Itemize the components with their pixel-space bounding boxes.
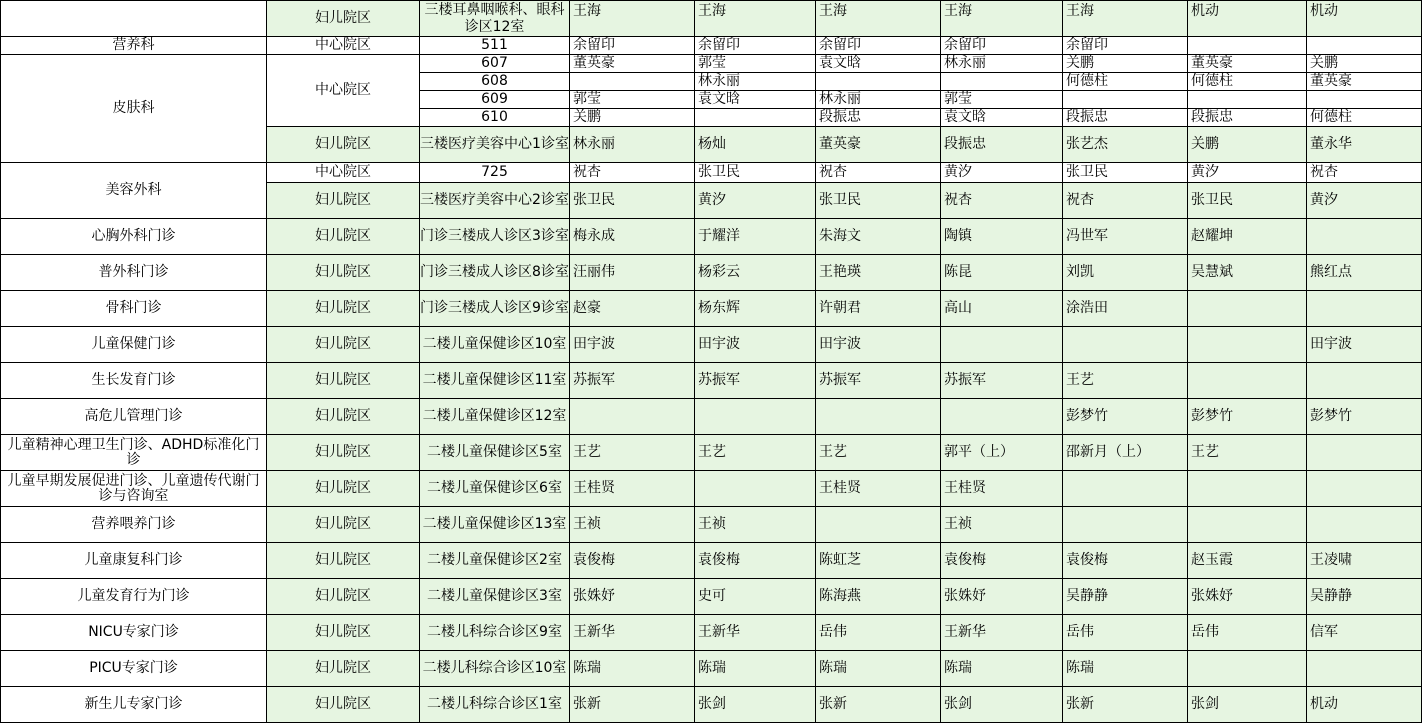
doctor-cell[interactable]: 王祯 — [570, 507, 695, 543]
room-cell[interactable]: 二楼儿童保健诊区11室 — [420, 363, 570, 399]
doctor-cell[interactable]: 董英豪 — [816, 127, 941, 163]
doctor-cell[interactable]: 何德柱 — [1188, 73, 1307, 91]
doctor-cell[interactable] — [1307, 471, 1422, 507]
campus-cell[interactable]: 妇儿院区 — [267, 399, 420, 435]
doctor-cell[interactable]: 熊红点 — [1307, 255, 1422, 291]
room-cell[interactable]: 三楼医疗美容中心1诊室 — [420, 127, 570, 163]
doctor-cell[interactable]: 张卫民 — [695, 163, 816, 183]
room-cell[interactable]: 610 — [420, 109, 570, 127]
table-row — [1, 163, 1422, 183]
doctor-cell[interactable]: 刘凯 — [1063, 255, 1188, 291]
room-cell[interactable]: 二楼儿童保健诊区12室 — [420, 399, 570, 435]
doctor-cell[interactable] — [695, 471, 816, 507]
doctor-cell[interactable]: 王凌啸 — [1307, 543, 1422, 579]
campus-cell[interactable]: 妇儿院区 — [267, 651, 420, 687]
room-cell[interactable]: 二楼儿科综合诊区1室 — [420, 687, 570, 723]
doctor-cell[interactable]: 王艺 — [695, 435, 816, 471]
doctor-cell[interactable] — [1188, 471, 1307, 507]
doctor-cell[interactable]: 袁俊梅 — [941, 543, 1063, 579]
table-row — [1, 1, 1422, 37]
dept-cell[interactable]: 骨科门诊 — [1, 291, 267, 327]
table-row — [1, 363, 1422, 399]
doctor-cell[interactable]: 关鹏 — [570, 109, 695, 127]
doctor-cell[interactable]: 袁文晗 — [695, 91, 816, 109]
doctor-cell[interactable]: 袁俊梅 — [570, 543, 695, 579]
doctor-cell[interactable] — [1307, 435, 1422, 471]
doctor-cell[interactable]: 苏振军 — [695, 363, 816, 399]
doctor-cell[interactable]: 梅永成 — [570, 219, 695, 255]
table-row — [1, 651, 1422, 687]
doctor-cell[interactable]: 陈瑞 — [941, 651, 1063, 687]
room-cell[interactable]: 门诊三楼成人诊区9诊室 — [420, 291, 570, 327]
doctor-cell[interactable]: 机动 — [1307, 1, 1422, 37]
room-cell[interactable]: 二楼儿科综合诊区10室 — [420, 651, 570, 687]
table-row — [1, 219, 1422, 255]
doctor-cell[interactable]: 张剑 — [941, 687, 1063, 723]
doctor-cell[interactable]: 郭莹 — [941, 91, 1063, 109]
doctor-cell[interactable]: 陈瑞 — [695, 651, 816, 687]
doctor-cell[interactable]: 王海 — [1063, 1, 1188, 37]
doctor-cell[interactable]: 机动 — [1188, 1, 1307, 37]
doctor-cell[interactable]: 黄汐 — [695, 183, 816, 219]
doctor-cell[interactable]: 张姝妤 — [1188, 579, 1307, 615]
doctor-cell[interactable]: 祝杏 — [941, 183, 1063, 219]
doctor-cell[interactable]: 陈瑞 — [570, 651, 695, 687]
doctor-cell[interactable]: 张剑 — [695, 687, 816, 723]
doctor-cell[interactable] — [941, 73, 1063, 91]
campus-cell[interactable]: 妇儿院区 — [267, 1, 420, 37]
doctor-cell[interactable]: 张新 — [816, 687, 941, 723]
doctor-cell[interactable]: 何德柱 — [1307, 109, 1422, 127]
table-row — [1, 579, 1422, 615]
doctor-cell[interactable]: 赵耀坤 — [1188, 219, 1307, 255]
doctor-cell[interactable]: 史可 — [695, 579, 816, 615]
dept-cell[interactable]: 儿童早期发展促进门诊、儿童遗传代谢门诊与咨询室 — [1, 471, 267, 507]
campus-cell[interactable]: 中心院区 — [267, 37, 420, 55]
doctor-cell[interactable]: 苏振军 — [570, 363, 695, 399]
doctor-cell[interactable]: 袁俊梅 — [1063, 543, 1188, 579]
doctor-cell[interactable]: 祝杏 — [816, 163, 941, 183]
doctor-cell[interactable]: 王艺 — [1188, 435, 1307, 471]
doctor-cell[interactable]: 王海 — [941, 1, 1063, 37]
room-cell[interactable]: 二楼儿童保健诊区3室 — [420, 579, 570, 615]
doctor-cell[interactable]: 田宇波 — [695, 327, 816, 363]
doctor-cell[interactable] — [1188, 507, 1307, 543]
doctor-cell[interactable]: 董英豪 — [1307, 73, 1422, 91]
doctor-cell[interactable]: 涂浩田 — [1063, 291, 1188, 327]
doctor-cell[interactable] — [1063, 91, 1188, 109]
doctor-cell[interactable]: 陈昆 — [941, 255, 1063, 291]
doctor-cell[interactable] — [1307, 37, 1422, 55]
dept-cell[interactable]: 生长发育门诊 — [1, 363, 267, 399]
doctor-cell[interactable] — [1307, 219, 1422, 255]
doctor-cell[interactable] — [1063, 471, 1188, 507]
doctor-cell[interactable]: 林永丽 — [695, 73, 816, 91]
doctor-cell[interactable]: 祝杏 — [1063, 183, 1188, 219]
doctor-cell[interactable] — [570, 73, 695, 91]
doctor-cell[interactable]: 陈虹芝 — [816, 543, 941, 579]
doctor-cell[interactable]: 王新华 — [941, 615, 1063, 651]
room-cell[interactable]: 三楼耳鼻咽喉科、眼科诊区12室 — [420, 1, 570, 37]
campus-cell[interactable]: 妇儿院区 — [267, 219, 420, 255]
campus-cell[interactable]: 妇儿院区 — [267, 183, 420, 219]
doctor-cell[interactable]: 袁文晗 — [816, 55, 941, 73]
doctor-cell[interactable]: 彭梦竹 — [1307, 399, 1422, 435]
doctor-cell[interactable]: 许朝君 — [816, 291, 941, 327]
doctor-cell[interactable]: 王艳瑛 — [816, 255, 941, 291]
doctor-cell[interactable]: 段振忠 — [1063, 109, 1188, 127]
table-row — [1, 399, 1422, 435]
room-cell[interactable]: 725 — [420, 163, 570, 183]
doctor-cell[interactable] — [1307, 651, 1422, 687]
doctor-cell[interactable]: 张艺杰 — [1063, 127, 1188, 163]
doctor-cell[interactable]: 赵豪 — [570, 291, 695, 327]
doctor-cell[interactable]: 王海 — [570, 1, 695, 37]
doctor-cell[interactable]: 余留印 — [570, 37, 695, 55]
campus-cell[interactable]: 妇儿院区 — [267, 127, 420, 163]
dept-cell[interactable]: 儿童康复科门诊 — [1, 543, 267, 579]
doctor-cell[interactable]: 赵玉霞 — [1188, 543, 1307, 579]
dept-cell[interactable]: 儿童保健门诊 — [1, 327, 267, 363]
doctor-cell[interactable]: 杨东辉 — [695, 291, 816, 327]
doctor-cell[interactable]: 王桂贤 — [570, 471, 695, 507]
campus-cell[interactable]: 妇儿院区 — [267, 615, 420, 651]
room-cell[interactable]: 二楼儿童保健诊区6室 — [420, 471, 570, 507]
campus-cell[interactable]: 妇儿院区 — [267, 255, 420, 291]
doctor-cell[interactable]: 段振忠 — [941, 127, 1063, 163]
doctor-cell[interactable]: 王海 — [695, 1, 816, 37]
doctor-cell[interactable] — [570, 399, 695, 435]
doctor-cell[interactable] — [1188, 327, 1307, 363]
doctor-cell[interactable]: 余留印 — [816, 37, 941, 55]
doctor-cell[interactable]: 彭梦竹 — [1063, 399, 1188, 435]
room-cell[interactable]: 门诊三楼成人诊区8诊室 — [420, 255, 570, 291]
room-cell[interactable]: 511 — [420, 37, 570, 55]
doctor-cell[interactable]: 王艺 — [1063, 363, 1188, 399]
doctor-cell[interactable]: 袁俊梅 — [695, 543, 816, 579]
doctor-cell[interactable]: 张新 — [570, 687, 695, 723]
table-row — [1, 37, 1422, 55]
doctor-cell[interactable] — [1188, 91, 1307, 109]
room-cell[interactable]: 三楼医疗美容中心2诊室 — [420, 183, 570, 219]
doctor-cell[interactable]: 段振忠 — [816, 109, 941, 127]
doctor-cell[interactable]: 关鹏 — [1307, 55, 1422, 73]
doctor-cell[interactable]: 林永丽 — [816, 91, 941, 109]
doctor-cell[interactable]: 郭莹 — [570, 91, 695, 109]
doctor-cell[interactable]: 王新华 — [570, 615, 695, 651]
doctor-cell[interactable]: 段振忠 — [1188, 109, 1307, 127]
doctor-cell[interactable]: 彭梦竹 — [1188, 399, 1307, 435]
doctor-cell[interactable] — [695, 109, 816, 127]
table-row — [1, 543, 1422, 579]
doctor-cell[interactable]: 关鹏 — [1063, 55, 1188, 73]
table-row — [1, 327, 1422, 363]
doctor-cell[interactable] — [816, 399, 941, 435]
doctor-cell[interactable]: 王桂贤 — [816, 471, 941, 507]
doctor-cell[interactable] — [1188, 37, 1307, 55]
doctor-cell[interactable]: 吴静静 — [1063, 579, 1188, 615]
dept-cell[interactable]: 普外科门诊 — [1, 255, 267, 291]
room-cell[interactable]: 二楼儿童保健诊区10室 — [420, 327, 570, 363]
doctor-cell[interactable]: 张新 — [1063, 687, 1188, 723]
doctor-cell[interactable] — [1307, 507, 1422, 543]
doctor-cell[interactable]: 董英豪 — [1188, 55, 1307, 73]
dept-cell[interactable]: 心胸外科门诊 — [1, 219, 267, 255]
doctor-cell[interactable]: 杨彩云 — [695, 255, 816, 291]
room-cell[interactable]: 607 — [420, 55, 570, 73]
doctor-cell[interactable]: 何德柱 — [1063, 73, 1188, 91]
doctor-cell[interactable]: 于耀洋 — [695, 219, 816, 255]
doctor-cell[interactable] — [1188, 363, 1307, 399]
room-cell[interactable]: 608 — [420, 73, 570, 91]
room-cell[interactable]: 二楼儿童保健诊区5室 — [420, 435, 570, 471]
doctor-cell[interactable]: 余留印 — [1063, 37, 1188, 55]
room-cell[interactable]: 门诊三楼成人诊区3诊室 — [420, 219, 570, 255]
doctor-cell[interactable]: 张卫民 — [1188, 183, 1307, 219]
doctor-cell[interactable]: 陶镇 — [941, 219, 1063, 255]
doctor-cell[interactable]: 田宇波 — [1307, 327, 1422, 363]
doctor-cell[interactable]: 王祯 — [695, 507, 816, 543]
doctor-cell[interactable]: 祝杏 — [1307, 163, 1422, 183]
doctor-cell[interactable]: 林永丽 — [941, 55, 1063, 73]
doctor-cell[interactable]: 机动 — [1307, 687, 1422, 723]
doctor-cell[interactable] — [1307, 91, 1422, 109]
doctor-cell[interactable]: 张卫民 — [1063, 163, 1188, 183]
doctor-cell[interactable]: 邵新月（上） — [1063, 435, 1188, 471]
doctor-cell[interactable]: 岳伟 — [1063, 615, 1188, 651]
doctor-cell[interactable]: 张姝妤 — [941, 579, 1063, 615]
doctor-cell[interactable]: 王艺 — [816, 435, 941, 471]
campus-cell[interactable]: 妇儿院区 — [267, 471, 420, 507]
doctor-cell[interactable] — [1188, 291, 1307, 327]
dept-cell[interactable]: 美容外科 — [1, 163, 267, 219]
dept-cell[interactable]: 营养喂养门诊 — [1, 507, 267, 543]
doctor-cell[interactable]: 祝杏 — [570, 163, 695, 183]
doctor-cell[interactable]: 苏振军 — [941, 363, 1063, 399]
doctor-cell[interactable]: 吴静静 — [1307, 579, 1422, 615]
doctor-cell[interactable]: 吴慧斌 — [1188, 255, 1307, 291]
table-row — [1, 255, 1422, 291]
table-row — [1, 291, 1422, 327]
table-row — [1, 615, 1422, 651]
dept-cell[interactable]: PICU专家门诊 — [1, 651, 267, 687]
dept-cell[interactable]: 儿童精神心理卫生门诊、ADHD标准化门诊 — [1, 435, 267, 471]
doctor-cell[interactable]: 朱海文 — [816, 219, 941, 255]
doctor-cell[interactable]: 高山 — [941, 291, 1063, 327]
doctor-cell[interactable]: 田宇波 — [816, 327, 941, 363]
table-row — [1, 55, 1422, 73]
doctor-cell[interactable]: 林永丽 — [570, 127, 695, 163]
campus-cell[interactable]: 妇儿院区 — [267, 291, 420, 327]
doctor-cell[interactable]: 岳伟 — [816, 615, 941, 651]
doctor-cell[interactable] — [1063, 507, 1188, 543]
doctor-cell[interactable]: 袁文晗 — [941, 109, 1063, 127]
room-cell[interactable]: 二楼儿科综合诊区9室 — [420, 615, 570, 651]
table-row — [1, 687, 1422, 723]
campus-cell[interactable]: 妇儿院区 — [267, 507, 420, 543]
doctor-cell[interactable]: 董英豪 — [570, 55, 695, 73]
doctor-cell[interactable] — [1307, 363, 1422, 399]
doctor-cell[interactable]: 黄汐 — [1307, 183, 1422, 219]
table-row — [1, 435, 1422, 471]
dept-cell[interactable]: 营养科 — [1, 37, 267, 55]
room-cell[interactable]: 二楼儿童保健诊区13室 — [420, 507, 570, 543]
doctor-cell[interactable]: 郭平（上） — [941, 435, 1063, 471]
table-row — [1, 471, 1422, 507]
doctor-cell[interactable]: 余留印 — [941, 37, 1063, 55]
doctor-cell[interactable] — [1188, 651, 1307, 687]
doctor-cell[interactable]: 陈瑞 — [1063, 651, 1188, 687]
doctor-cell[interactable]: 陈瑞 — [816, 651, 941, 687]
doctor-cell[interactable]: 王艺 — [570, 435, 695, 471]
doctor-cell[interactable]: 信军 — [1307, 615, 1422, 651]
campus-cell[interactable]: 妇儿院区 — [267, 435, 420, 471]
doctor-cell[interactable]: 王海 — [816, 1, 941, 37]
dept-cell[interactable]: NICU专家门诊 — [1, 615, 267, 651]
room-cell[interactable]: 二楼儿童保健诊区2室 — [420, 543, 570, 579]
doctor-cell[interactable]: 田宇波 — [570, 327, 695, 363]
doctor-cell[interactable] — [816, 507, 941, 543]
doctor-cell[interactable]: 余留印 — [695, 37, 816, 55]
doctor-cell[interactable]: 张卫民 — [816, 183, 941, 219]
dept-cell[interactable]: 高危儿管理门诊 — [1, 399, 267, 435]
doctor-cell[interactable] — [941, 327, 1063, 363]
doctor-cell[interactable]: 王桂贤 — [941, 471, 1063, 507]
doctor-cell[interactable]: 王祯 — [941, 507, 1063, 543]
doctor-cell[interactable] — [941, 399, 1063, 435]
doctor-cell[interactable]: 汪丽伟 — [570, 255, 695, 291]
doctor-cell[interactable]: 黄汐 — [941, 163, 1063, 183]
dept-cell[interactable]: 皮肤科 — [1, 55, 267, 163]
room-cell[interactable]: 609 — [420, 91, 570, 109]
doctor-cell[interactable]: 陈海燕 — [816, 579, 941, 615]
doctor-cell[interactable]: 王新华 — [695, 615, 816, 651]
dept-cell[interactable]: 新生儿专家门诊 — [1, 687, 267, 723]
doctor-cell[interactable]: 杨灿 — [695, 127, 816, 163]
doctor-cell[interactable] — [1307, 291, 1422, 327]
doctor-cell[interactable] — [1063, 327, 1188, 363]
doctor-cell[interactable]: 关鹏 — [1188, 127, 1307, 163]
doctor-cell[interactable] — [695, 399, 816, 435]
dept-cell[interactable]: 儿童发育行为门诊 — [1, 579, 267, 615]
campus-cell[interactable]: 中心院区 — [267, 163, 420, 183]
doctor-cell[interactable]: 冯世军 — [1063, 219, 1188, 255]
doctor-cell[interactable] — [816, 73, 941, 91]
campus-cell[interactable]: 妇儿院区 — [267, 687, 420, 723]
campus-cell[interactable]: 妇儿院区 — [267, 327, 420, 363]
doctor-cell[interactable]: 张姝妤 — [570, 579, 695, 615]
doctor-cell[interactable]: 张剑 — [1188, 687, 1307, 723]
doctor-cell[interactable]: 岳伟 — [1188, 615, 1307, 651]
campus-cell[interactable]: 中心院区 — [267, 55, 420, 127]
campus-cell[interactable]: 妇儿院区 — [267, 579, 420, 615]
doctor-cell[interactable]: 黄汐 — [1188, 163, 1307, 183]
campus-cell[interactable]: 妇儿院区 — [267, 543, 420, 579]
doctor-cell[interactable]: 苏振军 — [816, 363, 941, 399]
campus-cell[interactable]: 妇儿院区 — [267, 363, 420, 399]
table-row — [1, 507, 1422, 543]
dept-cell[interactable] — [1, 1, 267, 37]
doctor-cell[interactable]: 董永华 — [1307, 127, 1422, 163]
doctor-cell[interactable]: 张卫民 — [570, 183, 695, 219]
doctor-cell[interactable]: 郭莹 — [695, 55, 816, 73]
